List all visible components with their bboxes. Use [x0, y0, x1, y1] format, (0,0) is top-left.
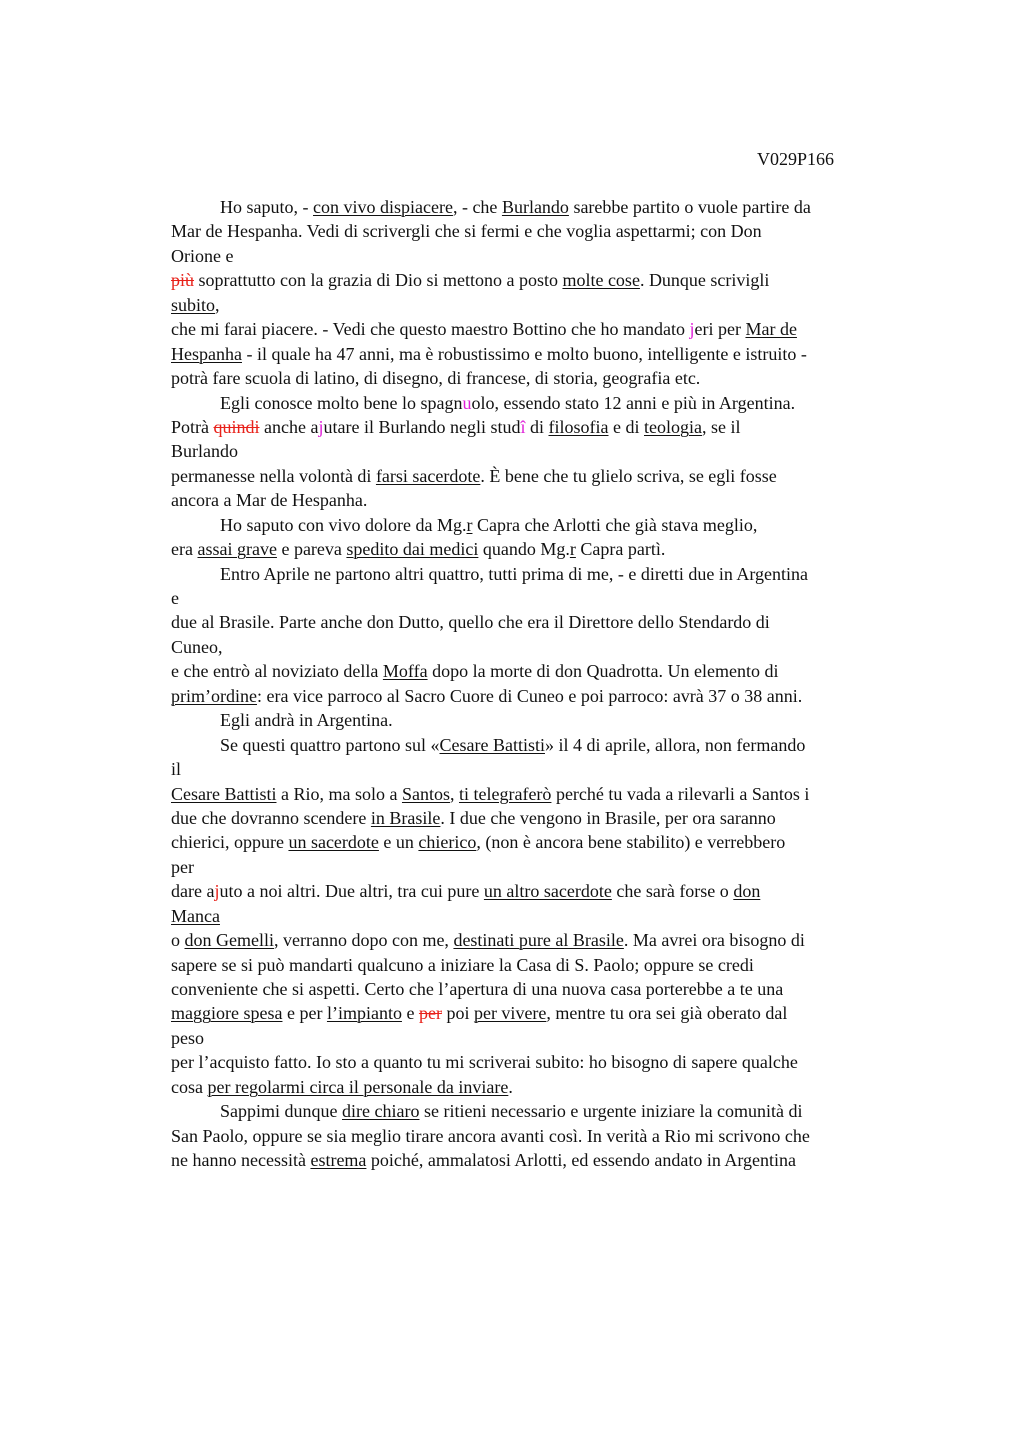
text-segment: . Ma avrei ora bisogno di [623, 930, 805, 951]
text-segment: Capra partì. [575, 539, 666, 560]
text-segment: e un [378, 832, 419, 853]
text-segment: e pareva [276, 539, 347, 560]
text-segment: permanesse nella volontà di [171, 465, 376, 486]
text-line [171, 757, 911, 781]
text-segment: . Dunque scrivigli [639, 270, 770, 291]
text-line [171, 244, 911, 268]
text-line [171, 879, 911, 903]
text-line [171, 782, 911, 806]
text-segment: potrà fare scuola di latino, di disegno, di francese, di storia, geografia etc. [171, 368, 701, 389]
text-segment: conveniente che si aspetti. Certo che l’apertura di una nuova casa porterebbe a te una [171, 979, 784, 999]
text-line [171, 488, 911, 512]
text-line [171, 1099, 911, 1123]
text-line [171, 342, 911, 366]
page-identifier: V029P166 [757, 149, 835, 169]
text-segment: utare il Burlando negli stud [323, 416, 521, 437]
text-segment: . [508, 1076, 513, 1097]
underlined-phrase: con vivo dispiacere [313, 197, 453, 217]
text-segment: » il 4 di aprile, allora, non fermando [544, 734, 806, 755]
text-segment: e che entrò al noviziato della [171, 661, 383, 682]
underlined-phrase: estrema [310, 1150, 367, 1171]
underlined-phrase: destinati pure al Brasile [453, 930, 624, 951]
underlined-phrase: un sacerdote [288, 832, 379, 853]
underlined-phrase: subito [171, 294, 216, 315]
text-line [171, 1075, 911, 1099]
text-line [171, 1001, 911, 1025]
underlined-phrase: l’impianto [326, 1003, 402, 1024]
text-segment: per l’acquisto fatto. Io sto a quanto tu mi scriverai subito: ho bisogno di sapere qualche [171, 1052, 798, 1073]
text-segment: Se questi quattro partono sul « [220, 734, 440, 755]
text-line [171, 366, 911, 390]
underlined-phrase: in Brasile [370, 807, 441, 828]
text-line [171, 439, 911, 463]
underlined-phrase: Burlando [501, 197, 569, 217]
underlined-phrase: farsi sacerdote [375, 465, 481, 486]
text-line [171, 610, 911, 634]
text-line [171, 268, 911, 292]
underlined-phrase: per vivere [473, 1003, 547, 1024]
text-segment: Mar de Hespanha. Vedi di scrivergli che si fermi e che voglia aspettarmi; con Don [171, 221, 762, 242]
text-line [171, 415, 911, 439]
text-line [171, 513, 911, 537]
text-segment: Egli conosce molto bene lo spagn [220, 392, 463, 413]
text-line [171, 562, 911, 586]
underlined-phrase: Hespanha [171, 343, 242, 364]
deleted-word: quindi [213, 416, 260, 437]
text-line [171, 1124, 911, 1148]
text-segment: Potrà [171, 416, 214, 437]
underlined-phrase: Cesare Battisti [439, 734, 545, 755]
text-line [171, 1050, 911, 1074]
text-line [171, 708, 911, 732]
text-segment: e [171, 588, 179, 608]
underlined-phrase: spedito dai medici [346, 539, 479, 560]
text-segment: olo, essendo stato 12 anni e più in Argentina. [471, 392, 796, 413]
text-segment: dare a [171, 881, 215, 902]
text-line [171, 904, 911, 928]
underlined-phrase: prim’ordine [171, 685, 257, 706]
deleted-word: per [418, 1003, 442, 1024]
text-segment: o [171, 930, 185, 951]
text-line [171, 464, 911, 488]
text-segment: uto a noi altri. Due altri, tra cui pure [219, 881, 484, 902]
underlined-phrase: Manca [171, 905, 220, 926]
text-segment: , se il [701, 416, 741, 437]
letter-body [171, 195, 911, 1173]
text-segment: Entro Aprile ne partono altri quattro, tutti prima di me, - e diretti due in Argentina [220, 563, 809, 584]
underlined-phrase: dire chiaro [342, 1101, 420, 1122]
underlined-phrase: Cesare Battisti [171, 783, 277, 804]
text-segment: Burlando [171, 441, 238, 462]
text-segment: chierici, oppure [171, 832, 289, 853]
text-line [171, 977, 911, 1001]
underlined-phrase: don Gemelli [184, 930, 274, 951]
text-line [171, 928, 911, 952]
text-segment: . I due che vengono in Brasile, per ora saranno [440, 807, 776, 828]
underlined-phrase: teologia [644, 416, 702, 437]
text-segment: a Rio, ma solo a [276, 783, 402, 804]
underlined-phrase: molte cose [562, 270, 640, 291]
text-segment: , [449, 783, 459, 804]
text-segment: il [171, 759, 182, 780]
text-segment: Ho saputo con vivo dolore da Mg. [220, 514, 467, 535]
text-segment: peso [171, 1027, 204, 1048]
text-segment: Orione e [171, 245, 234, 266]
text-line [171, 659, 911, 683]
text-segment: due al Brasile. Parte anche don Dutto, quello che era il Direttore dello Stendardo di [171, 612, 770, 633]
underlined-phrase: ti telegraferò [458, 783, 552, 804]
text-segment: e di [608, 416, 644, 437]
text-segment: due che dovranno scendere [171, 807, 371, 828]
text-segment: ancora a Mar de Hespanha. [171, 490, 368, 511]
text-segment: sarebbe partito o vuole partire da [568, 197, 811, 217]
corrected-letter: j [214, 881, 220, 902]
text-segment: che sarà forse o [611, 881, 734, 902]
inserted-letter: j [318, 416, 324, 437]
text-line [171, 733, 911, 757]
text-segment: poi [441, 1003, 474, 1024]
text-line [171, 1148, 911, 1172]
text-segment: quando Mg. [478, 539, 570, 560]
text-segment: Sappimi dunque [220, 1101, 342, 1122]
text-line [171, 219, 911, 243]
text-line [171, 317, 911, 341]
text-segment: , mentre tu ora sei già oberato dal [546, 1003, 788, 1024]
text-segment: anche a [259, 416, 319, 437]
underlined-phrase: r [569, 539, 576, 560]
text-line [171, 1026, 911, 1050]
text-segment: per [171, 856, 194, 877]
text-segment: che mi farai piacere. - Vedi che questo maestro Bottino che ho mandato [171, 319, 690, 340]
text-segment: soprattutto con la grazia di Dio si mettono a posto [194, 270, 563, 291]
text-segment: , - che [452, 197, 502, 217]
text-segment: , [215, 294, 220, 315]
text-segment: : era vice parroco al Sacro Cuore di Cuneo e poi parroco: avrà 37 o 38 anni. [256, 685, 803, 706]
deleted-word: più [171, 270, 195, 291]
text-segment: . È bene che tu glielo scriva, se egli fosse [480, 465, 777, 486]
text-segment: e [401, 1003, 419, 1024]
underlined-phrase: assai grave [197, 539, 277, 560]
text-line [171, 293, 911, 317]
text-line [171, 537, 911, 561]
text-segment: - il quale ha 47 anni, ma è robustissimo e molto buono, intelligente e istruito - [241, 343, 807, 364]
underlined-phrase: filosofia [548, 416, 609, 437]
text-line [171, 586, 911, 610]
text-line [171, 953, 911, 977]
text-line [171, 635, 911, 659]
text-segment: cosa [171, 1076, 208, 1097]
text-segment: San Paolo, oppure se sia meglio tirare ancora avanti così. In verità a Rio mi scrivono che [171, 1125, 810, 1146]
text-segment: Ho saputo, - [220, 197, 313, 217]
text-line [171, 806, 911, 830]
inserted-letter: j [689, 319, 695, 340]
text-segment: poiché, ammalatosi Arlotti, ed essendo andato in Argentina [366, 1150, 796, 1171]
underlined-phrase: chierico [418, 832, 477, 853]
text-segment: , (non è ancora bene stabilito) e verrebbero [476, 832, 786, 853]
underlined-phrase: Mar de [745, 319, 797, 340]
text-segment: Cuneo, [171, 636, 223, 657]
text-segment: dopo la morte di don Quadrotta. Un elemento di [427, 661, 779, 682]
text-line [171, 855, 911, 879]
text-segment: se ritieni necessario e urgente iniziare la comunità di [419, 1101, 803, 1122]
text-segment: Egli andrà in Argentina. [220, 710, 393, 731]
text-segment: e per [282, 1003, 327, 1024]
text-segment: di [525, 416, 549, 437]
inserted-letter: u [462, 392, 472, 413]
text-segment: ne hanno necessità [171, 1150, 311, 1171]
underlined-phrase: r [466, 514, 473, 535]
text-line [171, 684, 911, 708]
underlined-phrase: Santos [401, 783, 450, 804]
text-line [171, 195, 911, 219]
underlined-phrase: maggiore spesa [171, 1003, 283, 1024]
underlined-phrase: un altro sacerdote [483, 881, 612, 902]
text-line [171, 830, 911, 854]
underlined-phrase: don [733, 881, 761, 902]
text-segment: sapere se si può mandarti qualcuno a iniziare la Casa di S. Paolo; oppure se credi [171, 954, 754, 975]
text-segment: , verranno dopo con me, [273, 930, 454, 951]
text-segment: era [171, 539, 198, 560]
inserted-letter: î [520, 416, 526, 437]
text-line [171, 391, 911, 415]
text-segment: Capra che Arlotti che già stava meglio, [472, 514, 758, 535]
underlined-phrase: Moffa [382, 661, 428, 682]
text-segment: perché tu vada a rilevarli a Santos i [551, 783, 810, 804]
underlined-phrase: per regolarmi circa il personale da inviare [207, 1076, 509, 1097]
text-segment: eri per [694, 319, 746, 340]
